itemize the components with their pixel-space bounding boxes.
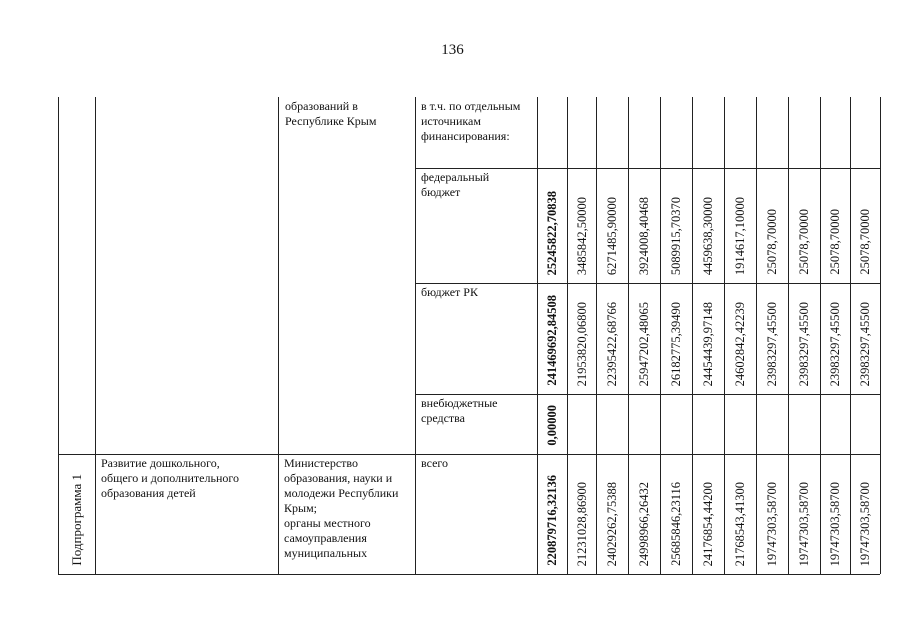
year-value: 25685846,23116 — [669, 482, 683, 566]
value-cell — [537, 0, 567, 566]
year-value: 24998966,26432 — [637, 481, 651, 566]
year-value: 19747303,58700 — [797, 481, 811, 566]
funding-header: источникам — [421, 114, 481, 128]
year-value: 1914617,10000 — [733, 196, 747, 275]
value-cell — [724, 0, 756, 566]
table-vline — [880, 97, 881, 574]
subprogram-executor: муниципальных — [284, 546, 368, 560]
value-cell — [692, 0, 724, 566]
year-value: 22395422,68766 — [605, 301, 619, 386]
year-value: 26182775,39490 — [669, 301, 683, 386]
year-value: 21231028,86900 — [574, 481, 589, 566]
value-cell — [788, 0, 820, 566]
year-value: 24454439,97148 — [701, 301, 715, 386]
year-value: 25078,70000 — [858, 209, 872, 275]
funding-source-label: внебюджетные — [421, 396, 498, 410]
year-value: 23983297,45500 — [797, 301, 811, 386]
value-cell — [820, 0, 850, 566]
funding-source-label: федеральный — [421, 170, 490, 184]
subprogram-name: образования детей — [101, 486, 196, 500]
total-value: 241469692,84508 — [545, 295, 559, 386]
value-cell — [567, 0, 596, 566]
table-hline — [58, 574, 880, 575]
page-number: 136 — [441, 42, 464, 58]
total-value: 220879716,32136 — [545, 475, 559, 566]
funding-source-label: всего — [421, 456, 449, 470]
year-value: 25078,70000 — [828, 209, 842, 275]
year-value: 24029262,75388 — [605, 481, 619, 566]
year-value: 3924008,40468 — [637, 196, 651, 275]
year-value: 25078,70000 — [797, 209, 811, 275]
year-value: 24602842,42239 — [733, 301, 747, 386]
total-value: 0,00000 — [545, 405, 559, 446]
year-value: 25947202,48065 — [637, 301, 651, 386]
funding-header: финансирования: — [421, 129, 510, 143]
funding-source-label: бюджет — [421, 185, 461, 199]
year-value: 4459638,30000 — [701, 196, 715, 275]
total-value: 25245822,70838 — [545, 190, 559, 275]
value-cell — [628, 0, 660, 566]
funding-source-label: бюджет РК — [421, 285, 478, 299]
year-value: 23983297,45500 — [828, 301, 842, 386]
year-value: 19747303,58700 — [765, 481, 779, 566]
year-value: 24176854,44200 — [701, 481, 715, 566]
executor-text: Республике Крым — [285, 114, 377, 128]
year-value: 6271485,90000 — [605, 196, 619, 275]
subprogram-executor: молодежи Республики — [284, 486, 399, 500]
funding-source-label: средства — [421, 411, 466, 425]
subprogram-cell — [58, 0, 95, 566]
value-cell — [596, 0, 628, 566]
table-vline — [278, 97, 279, 574]
subprogram-label: Подпрограмма 1 — [68, 474, 84, 566]
subprogram-executor: образования, науки и — [284, 471, 393, 485]
year-value: 21768543,41300 — [733, 481, 747, 566]
year-value: 19747303,58700 — [858, 481, 872, 566]
table-vline — [95, 97, 96, 574]
year-value: 19747303,58700 — [828, 481, 842, 566]
year-value: 5089915,70370 — [669, 196, 683, 275]
funding-header: в т.ч. по отдельным — [421, 99, 521, 113]
year-value: 3485842,50000 — [574, 196, 589, 275]
year-value: 25078,70000 — [765, 209, 779, 275]
value-cell — [756, 0, 788, 566]
subprogram-executor: самоуправления — [284, 531, 367, 545]
subprogram-name: общего и дополнительного — [101, 471, 239, 485]
year-value: 23983297,45500 — [858, 301, 872, 386]
year-value: 21953820,06800 — [574, 301, 589, 386]
executor-text: образований в — [285, 99, 358, 113]
subprogram-executor: органы местного — [284, 516, 371, 530]
subprogram-name: Развитие дошкольного, — [101, 456, 220, 470]
subprogram-executor: Министерство — [284, 456, 358, 470]
year-value: 23983297,45500 — [765, 301, 779, 386]
value-cell — [660, 0, 692, 566]
subprogram-executor: Крым; — [284, 501, 317, 515]
value-cell — [850, 0, 880, 566]
